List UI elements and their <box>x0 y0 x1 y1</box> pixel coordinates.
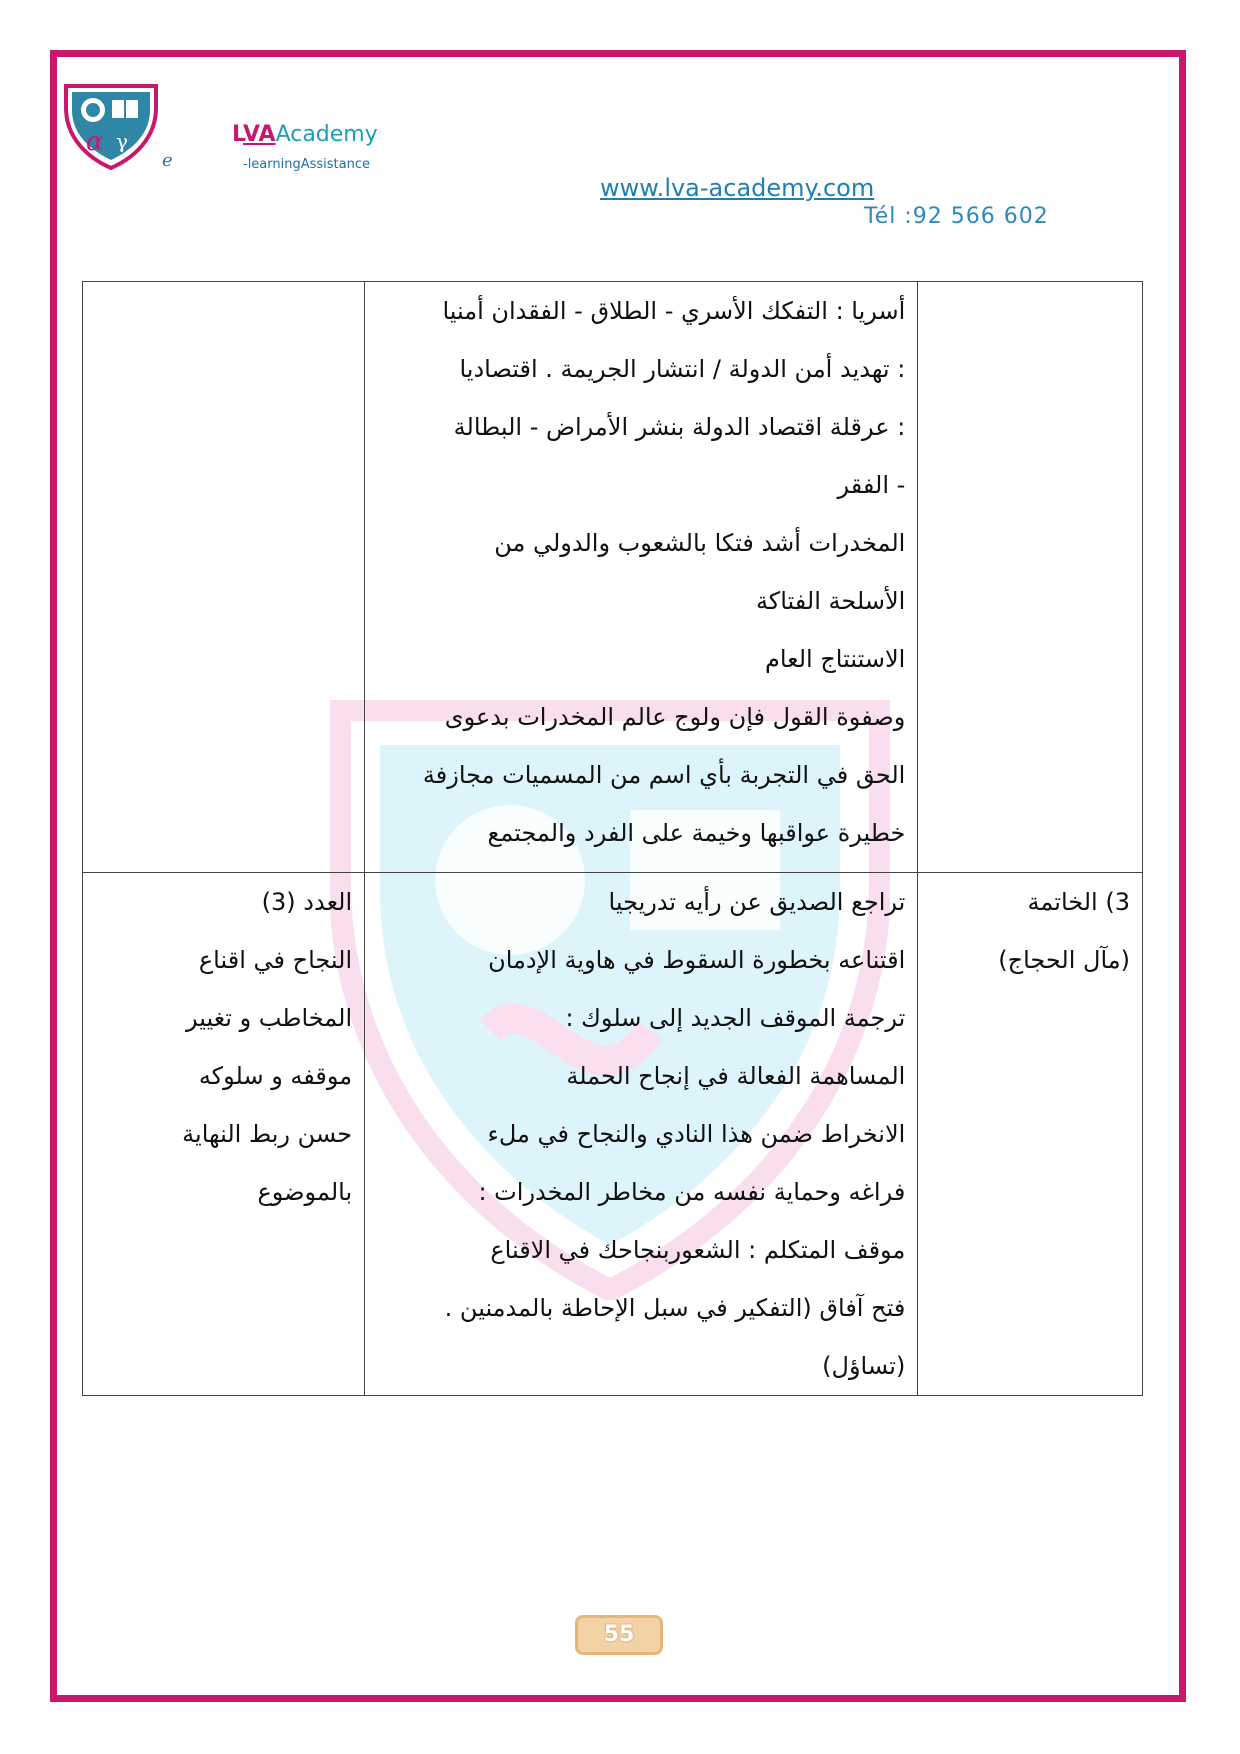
cell-grading <box>83 282 365 873</box>
grading-line: المخاطب و تغيير <box>185 1004 353 1032</box>
content-line: - الفقر <box>837 471 906 499</box>
lva-logo <box>58 80 164 170</box>
svg-text:α: α <box>86 127 104 157</box>
content-line: فتح آفاق (التفكير في سبل الإحاطة بالمدمنين . <box>444 1294 906 1322</box>
content-line: الاستنتاج العام <box>764 645 906 673</box>
content-line: وصفوة القول فإن ولوج عالم المخدرات بدعوى <box>444 703 906 731</box>
content-line: فراغه وحماية نفسه من مخاطر المخدرات : <box>478 1178 906 1206</box>
brand-va: VA <box>243 122 276 147</box>
content-line: (تساؤل) <box>822 1352 906 1380</box>
table-row <box>83 282 1143 873</box>
grading-line: العدد (3) <box>261 888 353 916</box>
content-line: : تهديد أمن الدولة / انتشار الجريمة . اقتصاديا <box>459 355 906 383</box>
content-line: : عرقلة اقتصاد الدولة بنشر الأمراض - البطالة <box>453 413 906 441</box>
content-line: الأسلحة الفتاكة <box>755 587 906 615</box>
cell-content <box>365 282 918 873</box>
content-line: موقف المتكلم : الشعوربنجاحك في الاقناع <box>490 1236 906 1264</box>
stage-line: (مآل الحجاج) <box>998 946 1130 974</box>
brand-l: L <box>232 122 243 147</box>
content-line: المساهمة الفعالة في إنجاح الحملة <box>566 1062 906 1090</box>
content-line: أسريا : التفكك الأسري - الطلاق - الفقدان أمنيا <box>442 297 906 325</box>
cell-grading <box>83 873 365 1396</box>
content-line: ترجمة الموقف الجديد إلى سلوك : <box>565 1004 906 1032</box>
grading-line: حسن ربط النهاية <box>182 1120 353 1148</box>
grading-line: بالموضوع <box>257 1178 353 1206</box>
logo-e-mark: e <box>162 150 173 171</box>
website-link[interactable]: www.lva-academy.com <box>600 174 875 202</box>
cell-stage <box>918 873 1143 1396</box>
table-row <box>83 873 1143 1396</box>
content-line: الانخراط ضمن هذا النادي والنجاح في ملء <box>487 1120 906 1148</box>
content-line: خطيرة عواقبها وخيمة على الفرد والمجتمع <box>487 819 906 847</box>
grading-line: النجاح في اقناع <box>198 946 353 974</box>
content-line: اقتناعه بخطورة السقوط في هاوية الإدمان <box>488 946 906 974</box>
grading-line: موقفه و سلوكه <box>198 1062 353 1090</box>
content-line: الحق في التجربة بأي اسم من المسميات مجازفة <box>422 761 906 789</box>
brand-tagline: -learningAssistance <box>243 157 370 172</box>
brand-academy: Academy <box>275 122 378 147</box>
svg-text:γ: γ <box>116 129 128 153</box>
brand-name <box>232 122 378 147</box>
telephone: Tél :92 566 602 <box>864 204 1049 229</box>
page-number: 55 <box>575 1615 663 1655</box>
content-line: تراجع الصديق عن رأيه تدريجيا <box>608 888 906 916</box>
content-line: المخدرات أشد فتكا بالشعوب والدولي من <box>494 529 906 557</box>
cell-content <box>365 873 918 1396</box>
stage-line: 3) الخاتمة <box>1027 888 1130 916</box>
cell-stage <box>918 282 1143 873</box>
content-table <box>82 281 1143 1396</box>
